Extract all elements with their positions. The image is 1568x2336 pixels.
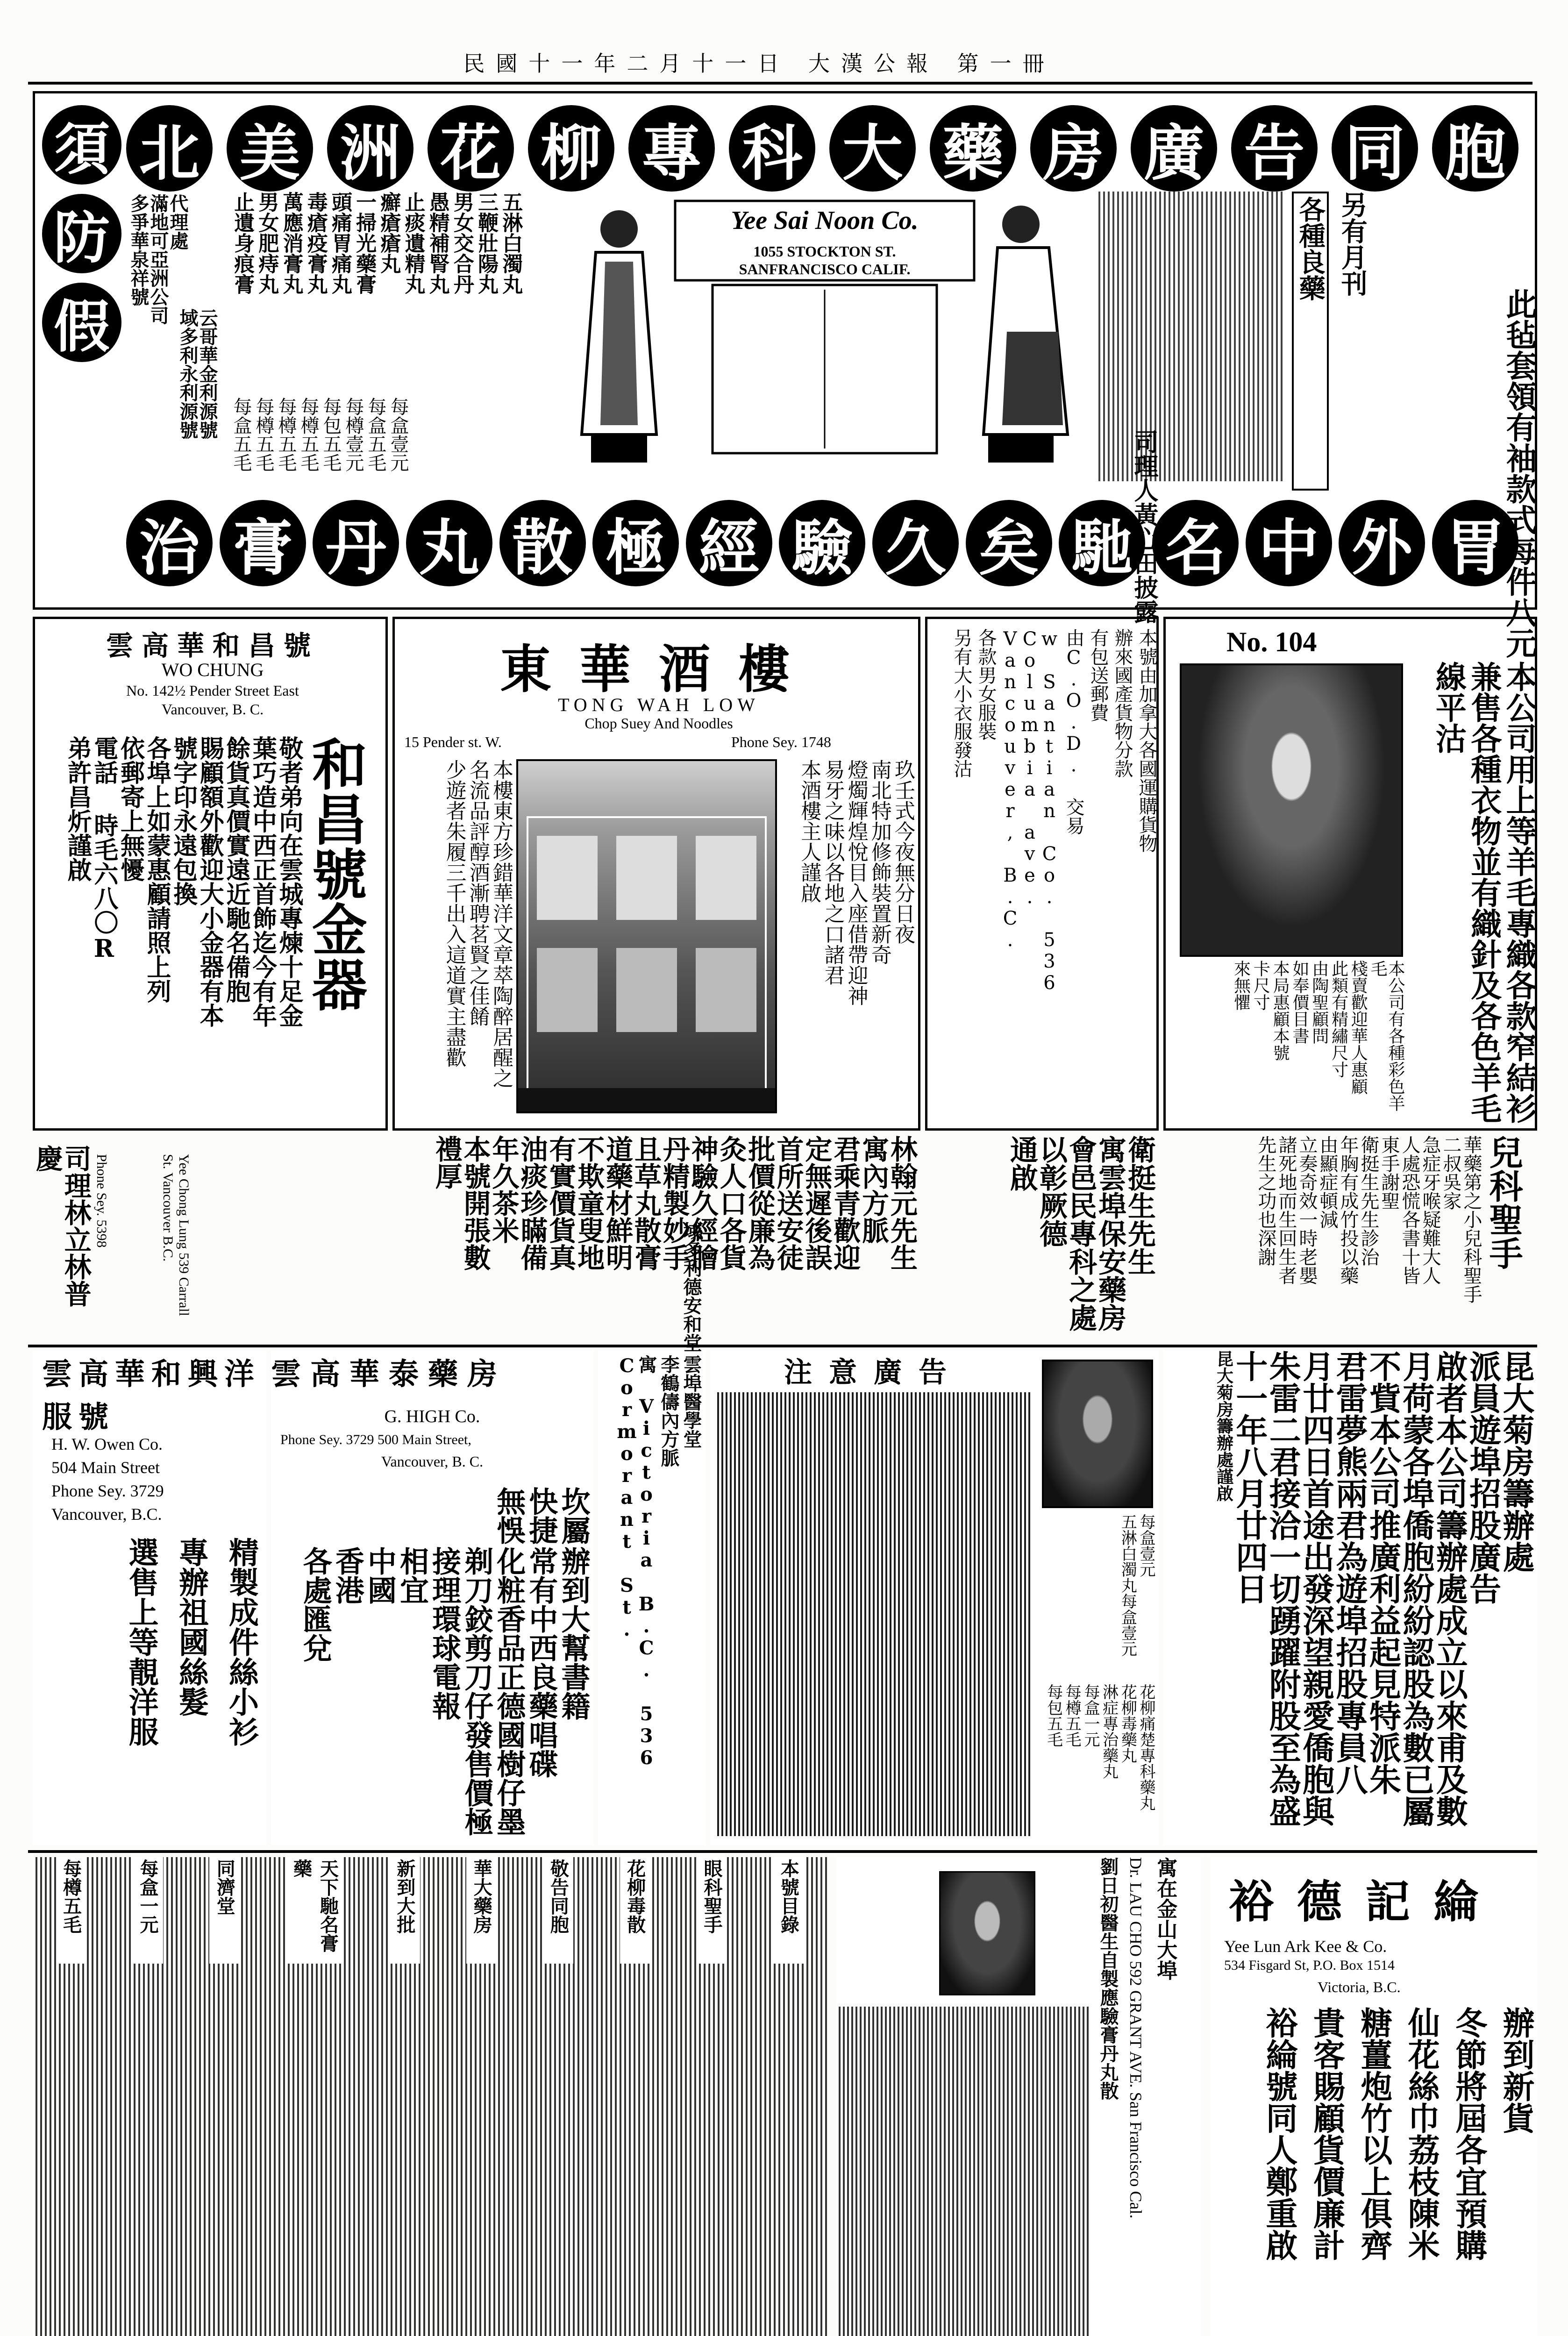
ad-character-circle: 告 [1231,105,1318,192]
price-item: 每樽五毛 [253,397,274,472]
text-column: 道藥材鮮明 [601,1135,634,1271]
text-column: w Santian Co. 536 Columbia ave. Vancouver, B.C. [999,628,1060,994]
text-column: 如奉價目書 [1290,960,1310,1044]
text-column: 依郵寄上無懮 [116,736,145,882]
ad-character-circle: 散 [499,500,586,586]
text-column: 精製成件絲小衫 [224,1537,259,1746]
text-column: 辦到新貨 [1497,2007,1535,2134]
text-column: 各處匯兌 [298,1546,333,1662]
text-column: 林翰元先生 [886,1135,918,1271]
text-column: 不貲本公司推廣利益起見特派朱 [1364,1350,1402,1795]
text-column: 禮厚 [430,1135,463,1189]
ad-character-circle: 名 [1152,500,1239,586]
yee-lun-city: Victoria, B.C. [1318,1979,1401,1995]
wo-chung-ad [33,617,388,1131]
ad-character-circle: 美 [227,105,313,192]
lam-lap-address: Yee Chong Lung 539 Carrall St. Vancouver B.C. [160,1154,192,1316]
text-column: 通啟 [1005,1135,1038,1191]
text-column: 燈燭輝煌悅目入座借帶迎神 [844,759,868,1006]
wo-chung-body [49,736,301,1114]
ad-character-circle: 北 [126,105,213,192]
bottom-ad-header: 每樽五毛 [56,1857,86,1964]
text-column: 玖壬式今夜無分日夜 [891,759,915,944]
text-column: 每樽五毛 [1062,1684,1082,1747]
yee-lun-en-name: Yee Lun Ark Kee & Co. [1224,1937,1387,1956]
text-column: 常有中西良藥唱碟 [524,1546,558,1778]
ad-character-circle: 房 [1030,105,1117,192]
text-column: 急症牙喉疑難大人 [1419,1135,1441,1285]
pediatric-title: 兒科聖手 [1483,1135,1524,1270]
text-column: 神驗久經膾 [686,1135,719,1271]
text-column: 每盒一元 [1081,1684,1100,1747]
lau-location: 寓在金山大埠 [1153,1857,1177,1980]
ad-character-circle: 馳 [1059,500,1145,586]
herbal-portrait [1042,1360,1153,1508]
text-column: 本號由加拿大各國運購貨物 [1136,628,1157,853]
ad-character-circle: 花 [428,105,514,192]
ad-character-circle: 經 [686,500,772,586]
ad-character-circle: 大 [829,105,916,192]
text-column: 南北特加修飾裝置新奇 [867,759,891,965]
text-column: 二叔吳家 [1440,1135,1461,1210]
text-column: 本號開張數 [459,1135,491,1271]
text-column: 有實價貨真 [544,1135,577,1271]
bottom-ad-header: 本號目錄 [773,1857,804,1964]
text-column: 不欺童叟地 [573,1135,605,1271]
text-column: 號字印永遠包換 [169,736,198,906]
text-column: 少遊者朱履三千出入這道實主盡歡 [442,759,466,1068]
band-rule-4 [28,1850,1537,1853]
tong-wah-body-right [783,759,913,1114]
text-column: 接理環球電報 [427,1546,462,1720]
tong-wah-ad [392,617,920,1131]
g-high-address: Phone Sey. 3729 500 Main Street, [280,1432,471,1447]
text-column: 昆大菊房籌辦處謹啟 [1214,1350,1234,1502]
text-column: 快捷 [524,1487,558,1545]
doctor-li-ad [598,1221,706,1845]
text-column: 華藥第之小兒科聖手 [1461,1135,1482,1303]
text-column: 十一年八月廿四日 [1230,1350,1268,1604]
remedy-item: 三鞭壯陽丸 [474,192,499,294]
text-column: 本酒樓主人謹啟 [797,759,821,903]
ad-character-circle: 胞 [1432,105,1518,192]
g-high-city: Vancouver, B. C. [381,1453,484,1470]
remedy-item: 癬瘡瘡丸 [377,192,401,274]
price-item: 每盒五毛 [230,397,252,472]
lau-fine-print [836,2007,1089,2336]
masthead-rule [28,82,1532,85]
wo-sang-body [42,1537,257,1836]
text-column: 相宜 [395,1546,429,1604]
tong-wah-body-left [404,759,512,1114]
text-column: 派員遊埠招股廣告 [1464,1350,1502,1604]
text-column: 餘貨真價實遠近馳名備胞 [221,736,250,1003]
remedy-item: 愚精補腎丸 [425,192,449,294]
text-column: 立奏奇效一時老嬰 [1296,1135,1318,1285]
text-column: 東手謝聖 [1378,1135,1400,1210]
text-column: 無悞 [492,1487,526,1545]
text-column: 諸死地而生回生者 [1276,1135,1297,1285]
text-column: 敬者弟向在雲城專煉十足金 [275,736,303,1027]
text-column: 香港 [330,1546,365,1604]
text-column: 淋症專治藥丸 [1099,1684,1119,1779]
remedy-item: 頭痛胃痛丸 [328,192,352,294]
text-column: 每包五毛 [1044,1684,1063,1747]
ad-character-circle: 驗 [779,500,865,586]
text-column: 由顯症頓減 [1317,1135,1338,1229]
bottom-ad-header: 敬告同胞 [543,1857,573,1964]
signboard-address-1: 1055 STOCKTON ST. [753,243,896,260]
text-column: 五淋白濁丸每盒壹元 [1118,1514,1137,1657]
text-column: 寓內方脈 [857,1135,890,1244]
wo-sang-en-name: H. W. Owen Co. [51,1435,163,1453]
text-column: 辦到大幫書籍 [556,1546,591,1720]
text-column: 各款男女服裝 [975,628,997,741]
text-column: 啟者本公司籌辦處成立以來甫及數 [1431,1350,1468,1827]
lau-address: Dr. LAU CHO 592 GRANT AVE. San Francisco Cal. [1126,1857,1145,2219]
pediatric-ad [1163,1135,1537,1341]
text-column: 來無懼 [1231,960,1251,1011]
text-column: 由C.O.D. 交易 [1063,628,1084,835]
herbal-fine-print [715,1392,1033,1836]
text-column: 賜顧額外歡迎大小金器有本 [195,736,224,1027]
text-column: 朱雷二君接洽一切踴躍附股至為盛 [1264,1350,1302,1827]
ad-character-circle: 膏 [220,500,306,586]
wool-ad-body [1175,960,1404,1124]
remedy-item: 萬應消膏丸 [279,192,303,294]
price-item: 每盒五毛 [365,397,386,472]
top-ad-circle-row [126,105,1518,192]
agent-line: 代理處 [167,194,189,250]
wong-tin-body [932,429,1158,1124]
right-vertical-label-1: 各種良藥 [1292,192,1329,491]
kwun-ad [1163,1350,1537,1845]
text-column: 有包送郵費 [1087,628,1109,722]
ad-character-circle: 廣 [1131,105,1217,192]
remedy-item: 止遺身痕膏 [230,192,255,294]
herbal-title: 注意廣告 [784,1356,963,1389]
text-column: 葉巧造中西正首飾迄今有年 [248,736,277,1027]
text-column: 線平沽 [1430,661,1467,754]
text-column: 由陶聖顧問 [1309,960,1329,1044]
bottom-ad-header: 華大藥房 [466,1857,497,1964]
text-column: 另有大小衣服發沽 [951,628,972,778]
ad-character-circle: 須 [42,105,121,185]
text-column: 首所送安徒 [772,1135,804,1271]
text-column: 月荷蒙各埠僑胞紛紛認股為數已屬 [1397,1350,1435,1827]
ad-character-circle: 極 [592,500,679,586]
price-item: 每樽五毛 [298,397,319,472]
lau-ad [836,1857,1201,2336]
agent-list-2 [178,308,217,486]
text-column: 丹精製妙手 [658,1135,690,1271]
text-column: 弟許昌炘謹啟 [63,736,92,882]
wo-chung-headline: 和昌號金器 [302,736,368,1011]
text-column: 定無遲後誤 [800,1135,833,1271]
text-column: 寓 Victoria B.C. 536 Cormorant St. [616,1355,657,1769]
text-column: 此毡套領有袖款式每件八元 [1501,288,1537,658]
remedy-item: 男女交合丹 [449,192,474,294]
wo-chung-cn-name: 雲高華和昌號 [106,630,319,662]
text-column: 年久茶米 [487,1135,520,1244]
ad-character-circle: 科 [729,105,815,192]
signboard-address-2: SANFRANCISCO CALIF. [739,261,911,278]
top-ad [33,91,1537,610]
text-column: 君乘青歡迎 [829,1135,861,1271]
remedy-item: 止痰遺精丸 [401,192,425,294]
tong-wah-address: 15 Pender st. W. [404,734,502,750]
text-column: 灸人口各貨 [715,1135,747,1271]
ad-character-circle: 治 [126,500,213,586]
bottom-ad-header: 同濟堂 [209,1857,240,1964]
text-column: 寓雲埠保安藥房 [1094,1135,1126,1332]
agent-line: 域多利永利源號 [177,308,199,439]
bottom-ad-header: 天下馳名膏藥 [286,1857,343,1964]
tong-wah-en-name: TONG WAH LOW [558,694,760,715]
wo-sang-phone: Phone Sey. 3729 [51,1481,164,1500]
wo-sang-address: 504 Main Street [51,1458,160,1477]
tong-wah-cn-name: 東華酒樓 [500,639,818,699]
text-column: 棧賣歡迎華人惠顧 [1348,960,1368,1095]
text-column: 裕綸號同人鄭重啟 [1261,2007,1298,2261]
wui-wan-body [925,1135,1154,1341]
ad-character-circle: 洲 [327,105,413,192]
agent-line: 多爭華泉祥號 [128,194,150,306]
text-column: 中國 [363,1546,397,1604]
wo-chung-en-name: WO CHUNG [161,659,264,680]
ad-character-circle: 久 [872,500,959,586]
text-column: 選售上等靚洋服 [123,1537,159,1746]
text-column: 域多利德安和堂 [680,1221,702,1352]
text-column: 專辦祖國絲髮 [173,1537,209,1716]
wui-wan-ad [925,1135,1159,1341]
text-column: 每盒壹元 [1137,1514,1155,1577]
ad-character-circle: 假 [42,283,121,362]
masthead: 民國十一年二月十一日 大漢公報 第一冊 [463,51,1055,76]
ad-character-circle: 丹 [313,500,399,586]
text-column: 君雷夢熊兩君為遊埠招股專員八 [1331,1350,1368,1795]
fine-print-block [1096,192,1283,481]
text-column: 李鶴儔內方脈 [658,1355,680,1467]
text-column: 本公司用上等羊毛專織各款窄結衫 [1501,661,1537,1124]
price-item: 每樽五毛 [275,397,297,472]
band-rule-3 [28,1345,1537,1347]
bottom-ad-headers [33,1857,827,1952]
price-item: 每盒壹元 [387,397,409,472]
wo-sang-city: Vancouver, B.C. [51,1505,162,1524]
herbal-ad [710,1350,1159,1845]
text-column: 油痰珍瞞備 [516,1135,548,1271]
text-column: 兼售各種衣物並有織針及各色羊毛 [1465,661,1502,1124]
ad-character-circle: 防 [42,194,121,273]
text-column: 年胸有成竹投以藥 [1337,1135,1359,1285]
signboard-text: Yee Sai Noon Co. [731,206,919,235]
wong-tin-ad [925,429,1159,1131]
wool-ad [1163,288,1537,1131]
remedy-item: 一掃光藥膏 [352,192,377,294]
remedy-item: 男女肥痔丸 [255,192,279,294]
agent-line: 滿地可亞洲公司 [147,194,169,325]
remedy-item: 毒瘡疫膏丸 [303,192,328,294]
wool-ad-headline [1409,288,1537,1124]
restaurant-photo [516,759,777,1113]
text-column: 本樓東方珍錯華洋文章萃陶醉居醒之 [489,759,513,1088]
bottom-ad-header: 眼科聖手 [697,1857,727,1964]
g-high-body [276,1487,591,1836]
text-column: 月廿四日首途出發深望親愛僑胞與 [1297,1350,1335,1827]
text-column: 花柳毒藥丸 [1118,1684,1137,1763]
top-ad-illustration [563,192,1086,481]
yee-lun-ad [1210,1857,1537,2336]
bottom-ad-header: 花柳毒散 [620,1857,650,1964]
doctor-li-body [598,1221,702,1841]
price-item: 每樽壹元 [342,397,364,472]
text-column: 衛挺生先生 [1123,1135,1156,1275]
text-column: 此類有精繡尺寸 [1329,960,1348,1078]
text-column: 坎屬 [556,1487,591,1545]
remedy-list [231,192,521,388]
text-column: 人處恐慌各書十皆 [1399,1135,1420,1285]
wong-tin-manager: 司理人黃心田披露 [1130,429,1158,624]
g-high-en-name: G. HIGH Co. [384,1407,480,1426]
bottom-ad-header: 每盒一元 [133,1857,163,1964]
tong-wah-phone: Phone Sey. 1748 [731,734,831,750]
ad-character-circle: 同 [1332,105,1418,192]
lau-header: 劉日初醫生自製應驗膏丹丸散 [1097,1857,1119,2100]
ad-character-circle: 外 [1339,500,1425,586]
pediatric-body [1163,1135,1481,1341]
text-column: 本局惠顧本號 [1270,960,1290,1061]
ad-character-circle: 胃 [1432,500,1518,586]
text-column: 花柳痛楚專科藥丸 [1137,1684,1155,1811]
text-column: 且草丸散膏 [629,1135,662,1271]
wool-ad-number: No. 104 [1226,627,1317,657]
ad-character-circle: 丸 [406,500,492,586]
bottom-ad-header: 新到大批 [390,1857,420,1964]
tong-wah-sub: Chop Suey And Noodles [584,715,733,732]
price-list [231,397,408,491]
text-column: 批價從廉為 [743,1135,776,1271]
ad-character-circle: 中 [1246,500,1332,586]
text-column: 先生之功也深謝 [1255,1135,1276,1266]
lam-lap-phone: Phone Sey. 5398 [94,1154,109,1248]
g-high-cn-name: 雲高華泰藥房 [271,1357,506,1392]
g-high-ad [271,1350,593,1845]
bottom-ads [33,1857,827,2336]
text-column: 衛挺生先生診治 [1358,1135,1379,1266]
yee-lun-address: 534 Fisgard St, P.O. Box 1514 [1224,1958,1395,1973]
top-ad-left-column [42,105,121,362]
text-column: 冬節將屆各宜預購 [1450,2007,1488,2261]
herbal-body [1037,1514,1154,1836]
yee-lun-cn-name: 裕德記綸 [1229,1875,1502,1928]
text-column: 雲埠醫學堂 [680,1355,702,1448]
wo-chung-city: Vancouver, B. C. [161,701,264,718]
agent-line: 云哥華金利源號 [196,308,218,439]
text-column: 電話 時毛六八〇R [89,736,118,963]
wo-sang-ad [33,1350,266,1845]
text-column: 卡尺寸 [1251,960,1270,1011]
ad-character-circle: 矣 [966,500,1052,586]
text-column: 糖薑炮竹以上俱齊 [1355,2007,1393,2261]
lam-lap-agent: 司理林立林普慶 [31,1145,92,1307]
text-column: 剃刀鉸剪刀仔發售價極 [459,1546,494,1836]
ad-character-circle: 藥 [930,105,1016,192]
remedy-item: 五淋白濁丸 [499,192,523,294]
text-column: 本公司有各種彩色羊毛 [1368,960,1405,1111]
price-item: 每包五毛 [320,397,342,472]
kwun-body [1163,1350,1535,1836]
text-column: 貴客賜顧貨價廉計 [1308,2007,1346,2261]
text-column: 以彰厥德 [1035,1135,1068,1247]
text-column: 易牙之味以各地之口諸君 [820,759,845,985]
text-column: 名流品評醇酒漸聘茗賢之佳餚 [465,759,490,1026]
lau-portrait [939,1871,1035,1995]
top-ad-circle-row-bottom [126,500,1518,586]
ad-character-circle: 專 [628,105,715,192]
text-column: 辦來國產貨物分款 [1112,628,1133,778]
text-column: 化粧香品正德國樹仔墨 [492,1546,526,1836]
wo-chung-address: No. 142½ Pender Street East [126,682,299,699]
text-column: 仙花絲巾荔枝陳米 [1403,2007,1440,2261]
text-column: 會邑民專科之處 [1064,1135,1097,1332]
right-vertical-label-2: 另有月刊 [1337,192,1368,296]
ad-character-circle: 柳 [528,105,614,192]
text-column: 各埠上如蒙惠顧請照上列 [143,736,171,1003]
yee-lun-body [1215,2007,1535,2336]
text-column: 昆大菊房籌辦處 [1497,1350,1535,1573]
wo-sang-cn-name: 雲高華和興洋服號 [42,1357,261,1435]
portrait-photo [1180,663,1403,957]
